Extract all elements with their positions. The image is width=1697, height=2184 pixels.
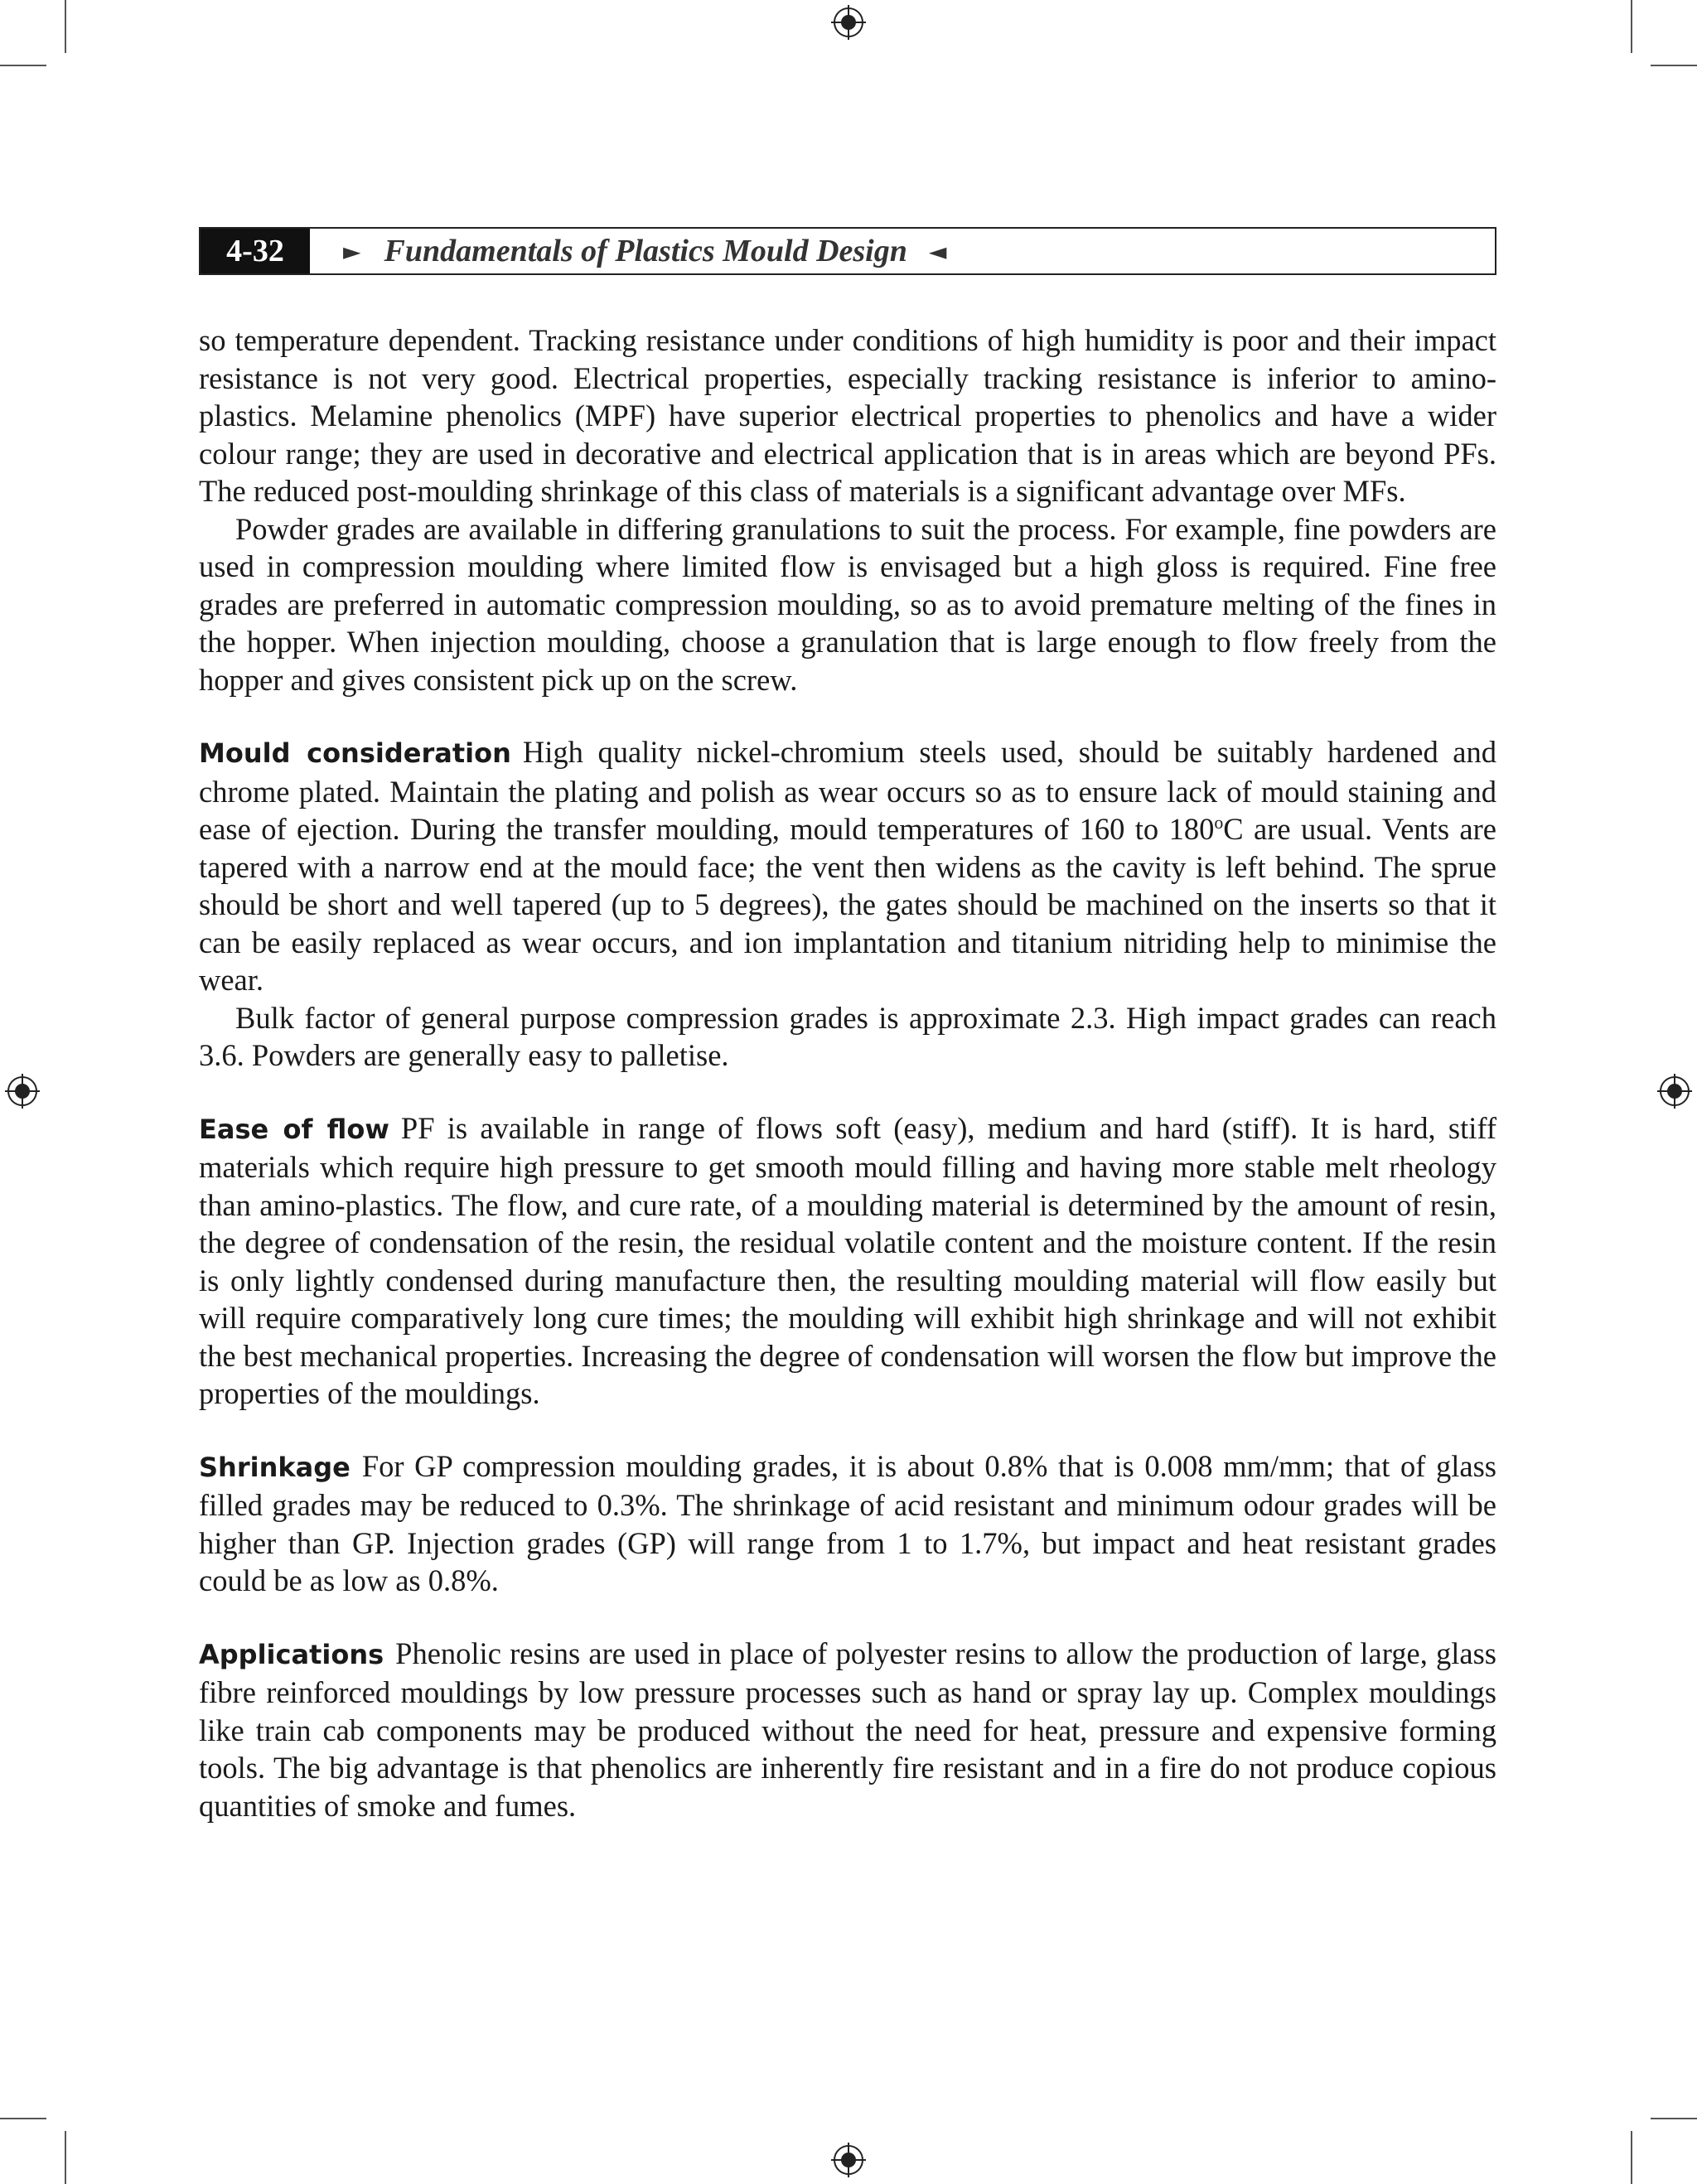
paragraph: Bulk factor of general purpose compression grades is approximate 2.3. High impact grades can reach 3.6. Powders are generally easy to palletise. bbox=[199, 1000, 1496, 1072]
registration-mark-icon bbox=[3, 1072, 41, 1110]
section-heading: Shrinkage bbox=[199, 1451, 351, 1483]
section-text: High quality nickel-chromium steels used, should be suitably hardened and chrome plated. Maintain the plating and polish as wear occurs so as to ensure lack of mould staining and ease of ejection. During the transfer moulding, mould temperatures of 160 to 180 bbox=[199, 735, 1496, 846]
registration-mark-icon bbox=[1656, 1072, 1694, 1110]
section-heading: Applications bbox=[199, 1638, 384, 1670]
crop-mark-bottom-right-v bbox=[1631, 2131, 1632, 2184]
section-text: Phenolic resins are used in place of polyester resins to allow the production of large, glass fibre reinforced mouldings by low pressure processes such as hand or spray lay up. Complex mouldings like train cab components may be produced without the need for heat, pressure and expensive forming tools. The big advantage is that phenolics are inherently fire resistant and in a fire do not produce copious quantities of smoke and fumes. bbox=[199, 1636, 1496, 1823]
crop-mark-top-right-h bbox=[1651, 65, 1697, 66]
paragraph: Powder grades are available in differing granulations to suit the process. For example, fine powders are used in compression moulding where limited flow is envisaged but a high gloss is required. Fine free grades are preferred in automatic compression moulding, so as to avoid premature melting of the fines in the hopper. When injection moulding, choose a granulation that is large enough to flow freely from the hopper and gives consistent pick up on the screw. bbox=[199, 511, 1496, 697]
crop-mark-bottom-left-v bbox=[65, 2131, 66, 2184]
crop-mark-bottom-right-h bbox=[1651, 2118, 1697, 2119]
crop-mark-top-left-h bbox=[0, 65, 46, 66]
degree-superscript: o bbox=[1214, 811, 1224, 833]
section-heading: Ease of flow bbox=[199, 1113, 389, 1145]
crop-mark-bottom-left-h bbox=[0, 2118, 46, 2119]
section-mould-consideration bbox=[199, 733, 1496, 999]
section-text: C are usual. Vents are tapered with a narrow end at the mould face; the vent then widens as the cavity is left behind. The sprue should be short and well tapered (up to 5 degrees), the gates should be machined on the inserts so that it can be easily replaced as wear occurs, and ion implantation and titanium nitriding help to minimise the wear. bbox=[199, 812, 1496, 997]
section-text: For GP compression moulding grades, it is about 0.8% that is 0.008 mm/mm; that of glass filled grades may be reduced to 0.3%. The shrinkage of acid resistant and minimum odour grades will be higher than GP. Injection grades (GP) will range from 1 to 1.7%, but impact and heat resistant grades could be as low as 0.8%. bbox=[199, 1448, 1496, 1597]
running-header bbox=[199, 227, 1496, 275]
section-text: PF is available in range of flows soft (easy), medium and hard (stiff). It is hard, stiff materials which require high pressure to get smooth mould filling and having more stable melt rheology than amino-plastics. The flow, and cure rate, of a moulding material is determined by the amount of resin, the degree of condensation of the resin, the residual volatile content and the moisture content. If the resin is only lightly condensed during manufacture then, the resulting moulding material will flow easily but will require comparatively long cure times; the moulding will exhibit high shrinkage and will not exhibit the best mechanical properties. Increasing the degree of condensation will worsen the flow but improve the properties of the mouldings. bbox=[199, 1110, 1496, 1410]
arrow-left-icon: ◄ bbox=[928, 237, 947, 265]
crop-mark-top-right-v bbox=[1631, 0, 1632, 53]
registration-mark-icon bbox=[829, 2141, 868, 2179]
page-body bbox=[199, 321, 1496, 1824]
section-applications bbox=[199, 1635, 1496, 1825]
section-heading: Mould consideration bbox=[199, 737, 511, 769]
page-number: 4-32 bbox=[201, 229, 310, 273]
book-title: Fundamentals of Plastics Mould Design bbox=[384, 234, 907, 268]
registration-mark-icon bbox=[829, 3, 868, 41]
paragraph: so temperature dependent. Tracking resistance under conditions of high humidity is poor and their impact resistance is not very good. Electrical properties, especially tracking resistance is inferior to amino-plastics. Melamine phenolics (MPF) have superior electrical properties to phenolics and have a wider colour range; they are used in decorative and electrical application that is in areas which are beyond PFs. The reduced post-moulding shrinkage of this class of materials is a significant advantage over MFs. bbox=[199, 323, 1496, 508]
crop-mark-top-left-v bbox=[65, 0, 66, 53]
section-ease-of-flow bbox=[199, 1109, 1496, 1413]
section-shrinkage bbox=[199, 1447, 1496, 1600]
arrow-right-icon: ► bbox=[343, 237, 361, 265]
